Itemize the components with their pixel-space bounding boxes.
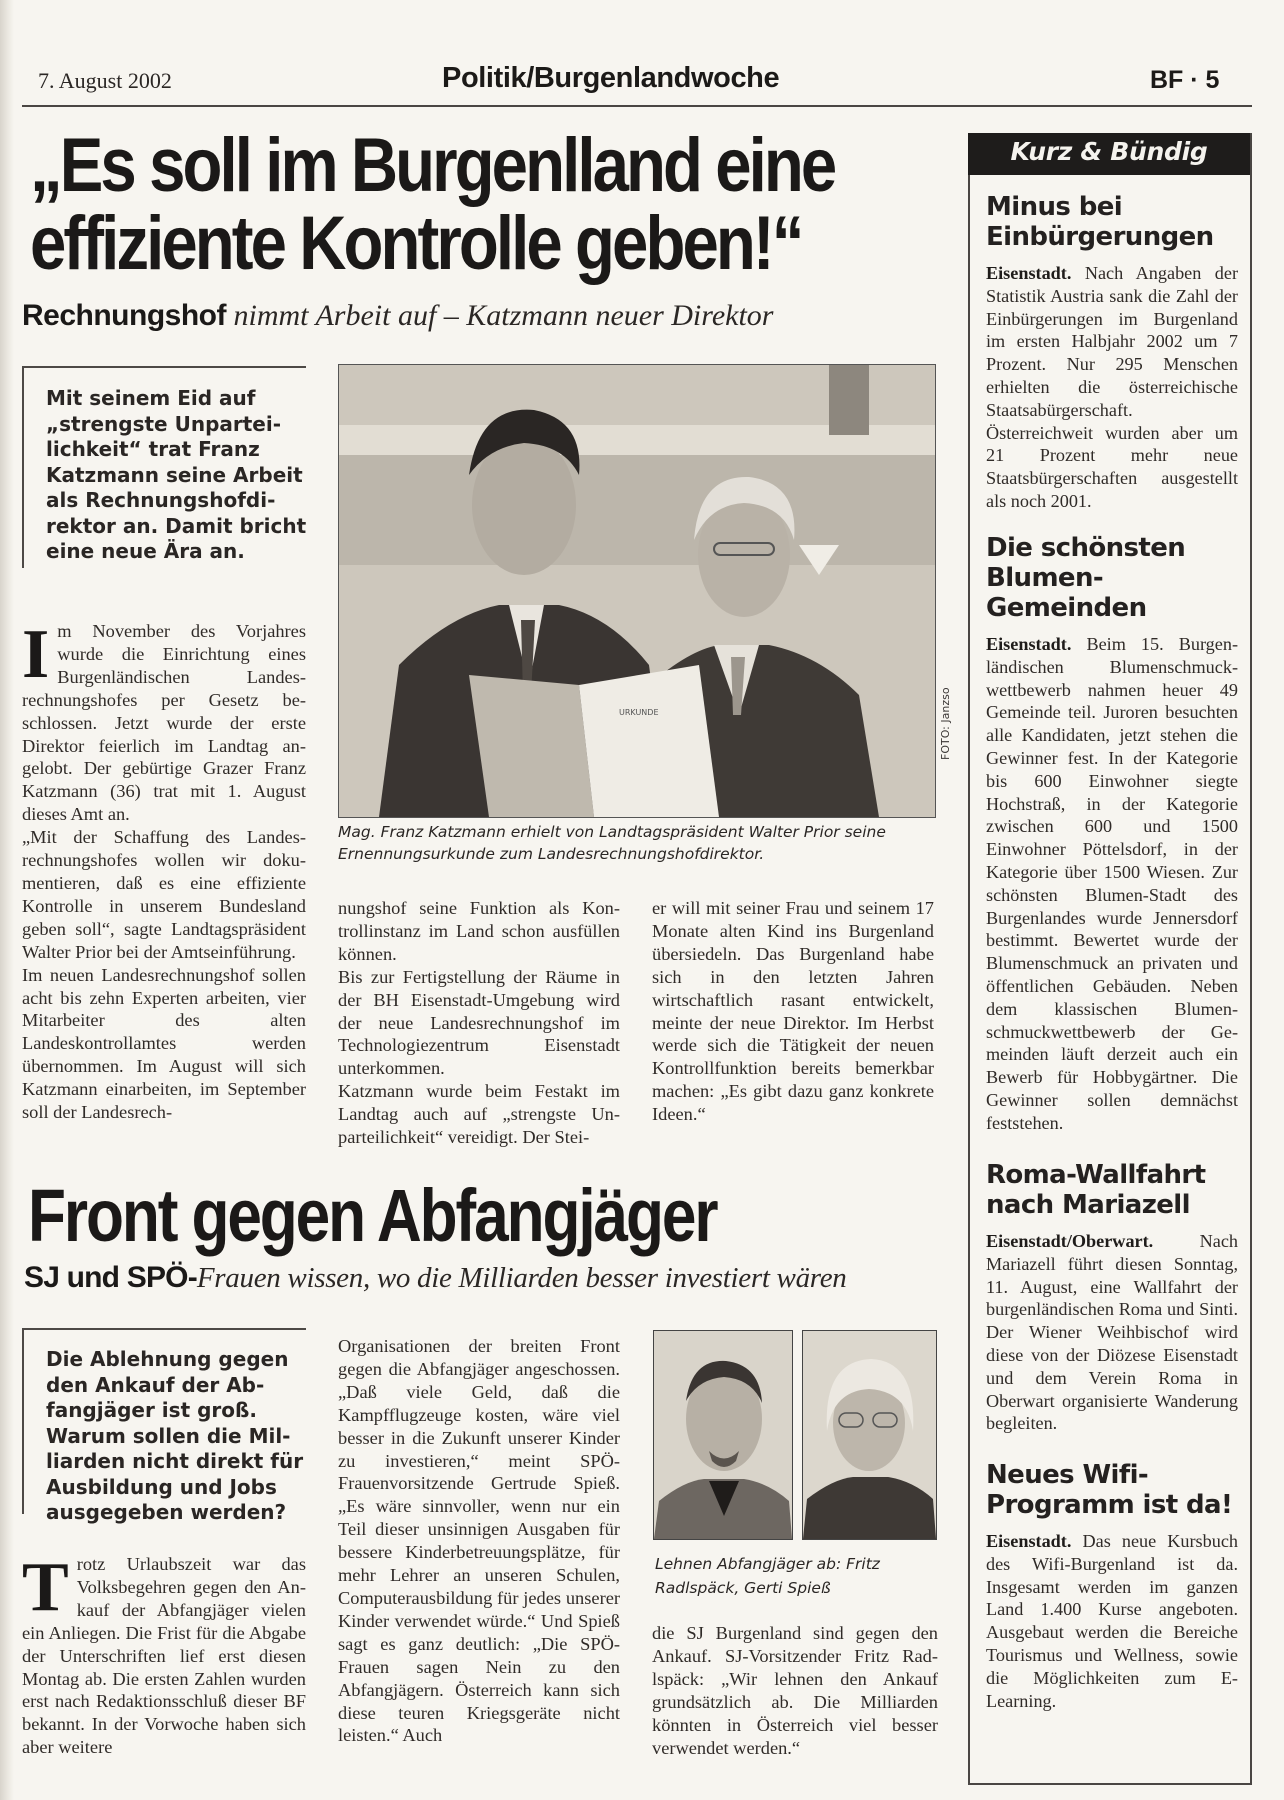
article2-teaser-box — [22, 1328, 306, 1524]
teaser-text: Mit seinem Eid auf „strengste Unpartei-lichkeit“ trat Franz Katzmann seine Arbeit als Rechnungshofdi-rektor an. Damit bricht eine neue Ära an. — [46, 386, 307, 563]
photo-credit: FOTO: Janzso — [939, 687, 952, 760]
brief-headline: Minus bei Einbürgerungen — [986, 192, 1214, 252]
article1-column-2 — [338, 897, 620, 1149]
brief-headline: Roma-Wallfahrt nach Mariazell — [986, 1160, 1206, 1220]
brief-body: Eisenstadt/Oberwart. Nach Mariazell führt diesen Sonntag, 11. August, eine Wallfahrt der burgenländischen Roma und Sinti. Der Wiener Weihbischof wird diese von der Diözese Eisenstadt und dem Verein Roma in Oberwart organisierte Wanderung begleiten. — [986, 1231, 1238, 1434]
subhead-keyword: SJ und SPÖ- — [24, 1261, 197, 1294]
article1-column-3 — [652, 897, 934, 1126]
brief-body: Eisenstadt. Das neue Kursbuch des Wifi-Burgenland ist da. Insgesamt werden im ganzen Land 1.400 Kurse angeboten. Ausgebaut werden die Bereiche Tourismus und Wellness, sowie die Möglichkeiten zum E-Learning. — [986, 1531, 1238, 1711]
paragraph: die SJ Burgenland sind gegen den Ankauf. SJ-Vorsitzender Fritz Radlspäck: „Wir lehnen den Ankauf grundsätzlich ab. Die Milliarden könnten in Österreich viel besser verwendet werden.“ — [652, 1623, 938, 1758]
paragraph: nungshof seine Funktion als Kontrollinstanz im Land schon ausfüllen können. — [338, 898, 620, 964]
news-brief — [986, 1160, 1238, 1435]
article2-photo-caption: Lehnen Abfangjäger ab: Fritz Radlspäck, Gerti Spieß — [655, 1555, 880, 1597]
dropcap: T — [22, 1549, 69, 1626]
headline-line-2: effiziente Kontrolle geben!“ — [30, 201, 802, 286]
article2-headline: Front gegen Abfangjäger — [28, 1174, 717, 1257]
paragraph: m November des Vorjahres wurde die Einrichtung eines Burgenländischen Landesrechnungshofes per Gesetz beschlossen. Jetzt wurde der erste Direktor feierlich im Landtag angelobt. Der gebürtige Grazer Franz Katzmann (36) trat mit 1. August dieses Amt an. — [22, 621, 306, 825]
paragraph: Katzmann wurde beim Festakt im Landtag auch auf „strengste Unparteilichkeit“ vereidigt. Der Stei- — [338, 1081, 620, 1148]
headline-line-1: „Es soll im Burgenlland eine — [30, 123, 835, 208]
section-title: Politik/Burgenlandwoche — [442, 62, 780, 94]
paragraph: er will mit seiner Frau und seinem 17 Monate alten Kind ins Burgenland übersiedeln. Das Burgenland habe sich in den letzten Jahren wirtschaftlich rasant entwickelt, meinte der neue Direktor. Im Herbst werde sich die Tätigkeit der neuen Kontrollfunktion bereits bemerkbar machen: „Es gibt dazu ganz konkrete Ideen.“ — [652, 898, 934, 1125]
article1-photo — [338, 364, 936, 818]
dateline: Eisenstadt. — [986, 1531, 1072, 1551]
dateline: Eisenstadt. — [986, 263, 1072, 283]
article2-column-3 — [652, 1622, 938, 1759]
issue-date: 7. August 2002 — [38, 68, 172, 93]
news-brief — [986, 1460, 1238, 1712]
article1-teaser-box — [22, 366, 306, 568]
portrait-woman-icon — [803, 1331, 936, 1539]
subhead-text: Frauen wissen, wo die Milliarden besser investiert wären — [196, 1262, 847, 1294]
photo-katzmann-prior-icon — [339, 365, 935, 817]
article1-headline — [30, 123, 835, 286]
news-brief — [986, 192, 1238, 513]
paragraph: Im neuen Landesrechnungshof sollen acht bis zehn Experten arbeiten, vier Mitarbeiter des alten Landeskontrollamtes werden übernommen. Im August will sich Katzmann einarbeiten, im September soll der Landesrech- — [22, 964, 306, 1123]
dropcap: I — [22, 616, 50, 693]
dateline: Eisenstadt/Oberwart. — [986, 1231, 1154, 1251]
portrait-spiess — [802, 1330, 937, 1540]
teaser-text: Die Ablehnung gegen den Ankauf der Ab-fangjäger ist groß. Warum sollen die Mil-liarden nicht direkt für Ausbildung und Jobs ausgegeben werden? — [46, 1347, 304, 1524]
article2-column-1 — [22, 1549, 306, 1759]
article1-subheadline — [22, 298, 962, 333]
brief-body: Eisenstadt. Nach Angaben der Statistik Austria sank die Zahl der Einbürgerungen im Burgenland im ersten Halbjahr 2002 um 7 Prozent. Nur 295 Menschen erhielten die österreichische Staatsabürgerschaft. Österreichweit wurden aber um 21 Prozent mehr neue Staatsbürgerschaften ausgestellt als noch 2001. — [986, 263, 1238, 511]
paragraph: rotz Urlaubszeit war das Volksbegehren gegen den Ankauf der Abfangjäger vielen ein Anliegen. Die Frist für die Abgabe der Unterschriften lief erst diesen Montag ab. Die ersten Zahlen wurden erst nach Redaktionsschluß dieser BF bekannt. In der Vorwoche haben sich aber weitere — [22, 1554, 306, 1758]
article2-subheadline — [24, 1260, 846, 1295]
subhead-text: nimmt Arbeit auf – Katzmann neuer Direktor — [226, 299, 774, 332]
page-scan-edge — [0, 0, 14, 1800]
brief-body: Eisenstadt. Beim 15. Burgenländischen Blumenschmuckwettbewerb nahmen heuer 49 Gemeinde teil. Juroren besuchten alle Kandidaten, jetzt stehen die Gewinner fest. In der Kategorie bis 600 Einwohner siegte Hochstraß, in der Kategorie zwischen 600 und 1500 Einwohner Pöttelsdorf, in der Kategorie über 1500 Wiesen. Zur schönsten Blumen-Stadt des Burgenlandes wurde Jennersdorf bestimmt. Bewertet wurde der Blumenschmuck an privaten und öffentlichen Gebäuden. Neben dem klassischen Blumenschmuckwettbewerb der Gemeinden läuft derzeit auch ein Bewerb für Hobbygärtner. Die Gewinner sollen demnächst feststehen. — [986, 634, 1238, 1133]
sidebar-title: Kurz & Bündig — [1010, 137, 1208, 166]
article2-column-2 — [338, 1335, 620, 1747]
brief-headline: Die schönsten Blumen-Gemeinden — [986, 533, 1186, 623]
paragraph: „Mit der Schaffung des Landesrechnungshofes wollen wir dokumentieren, daß es eine effiziente Kontrolle in unserem Bundesland geben soll“, sagte Landtagspräsident Walter Prior bei der Amtseinführung. — [22, 827, 306, 962]
news-brief — [986, 533, 1238, 1135]
subhead-keyword: Rechnungshof — [22, 299, 226, 332]
portrait-radlspaeck — [653, 1330, 793, 1540]
dateline: Eisenstadt. — [986, 634, 1072, 654]
header-rule — [22, 105, 1252, 107]
article1-photo-caption: Mag. Franz Katzmann erhielt von Landtagspräsident Walter Prior seine Ernennungsurkunde zum Landesrechnungshofdirektor. — [338, 823, 886, 863]
portrait-man-icon — [654, 1331, 792, 1539]
paragraph: Bis zur Fertigstellung der Räume in der BH Eisenstadt-Umgebung wird der neue Landesrechnungshof im Technologiezentrum Eisenstadt unterkommen. — [338, 966, 620, 1079]
svg-text:URKUNDE: URKUNDE — [619, 708, 659, 717]
brief-headline: Neues Wifi-Programm ist da! — [986, 1460, 1233, 1520]
page-number: BF · 5 — [1150, 66, 1220, 94]
article1-column-1 — [22, 616, 306, 1124]
paragraph: Organisationen der breiten Front gegen die Abfangjäger angeschossen. „Daß viele Geld, daß die Kampfflugzeuge kosten, wäre viel besser in die Zukunft unserer Kinder zu investieren,“ meint SPÖ-Frauenvorsitzende Gertrude Spieß. „Es wäre sinnvoller, wenn nur ein Teil dieser unsinnigen Ausgaben für bessere Kinderbetreuungsplätze, für mehr Lehrer an unseren Schulen, Computerausbildung für jedes unserer Kinder verwendet würde.“ Und Spieß sagt es ganz deutlich: „Die SPÖ-Frauen sagen Nein zu den Abfangjägern. Österreich kann sich diese teuren Kriegsgeräte nicht leisten.“ Auch — [338, 1336, 620, 1746]
